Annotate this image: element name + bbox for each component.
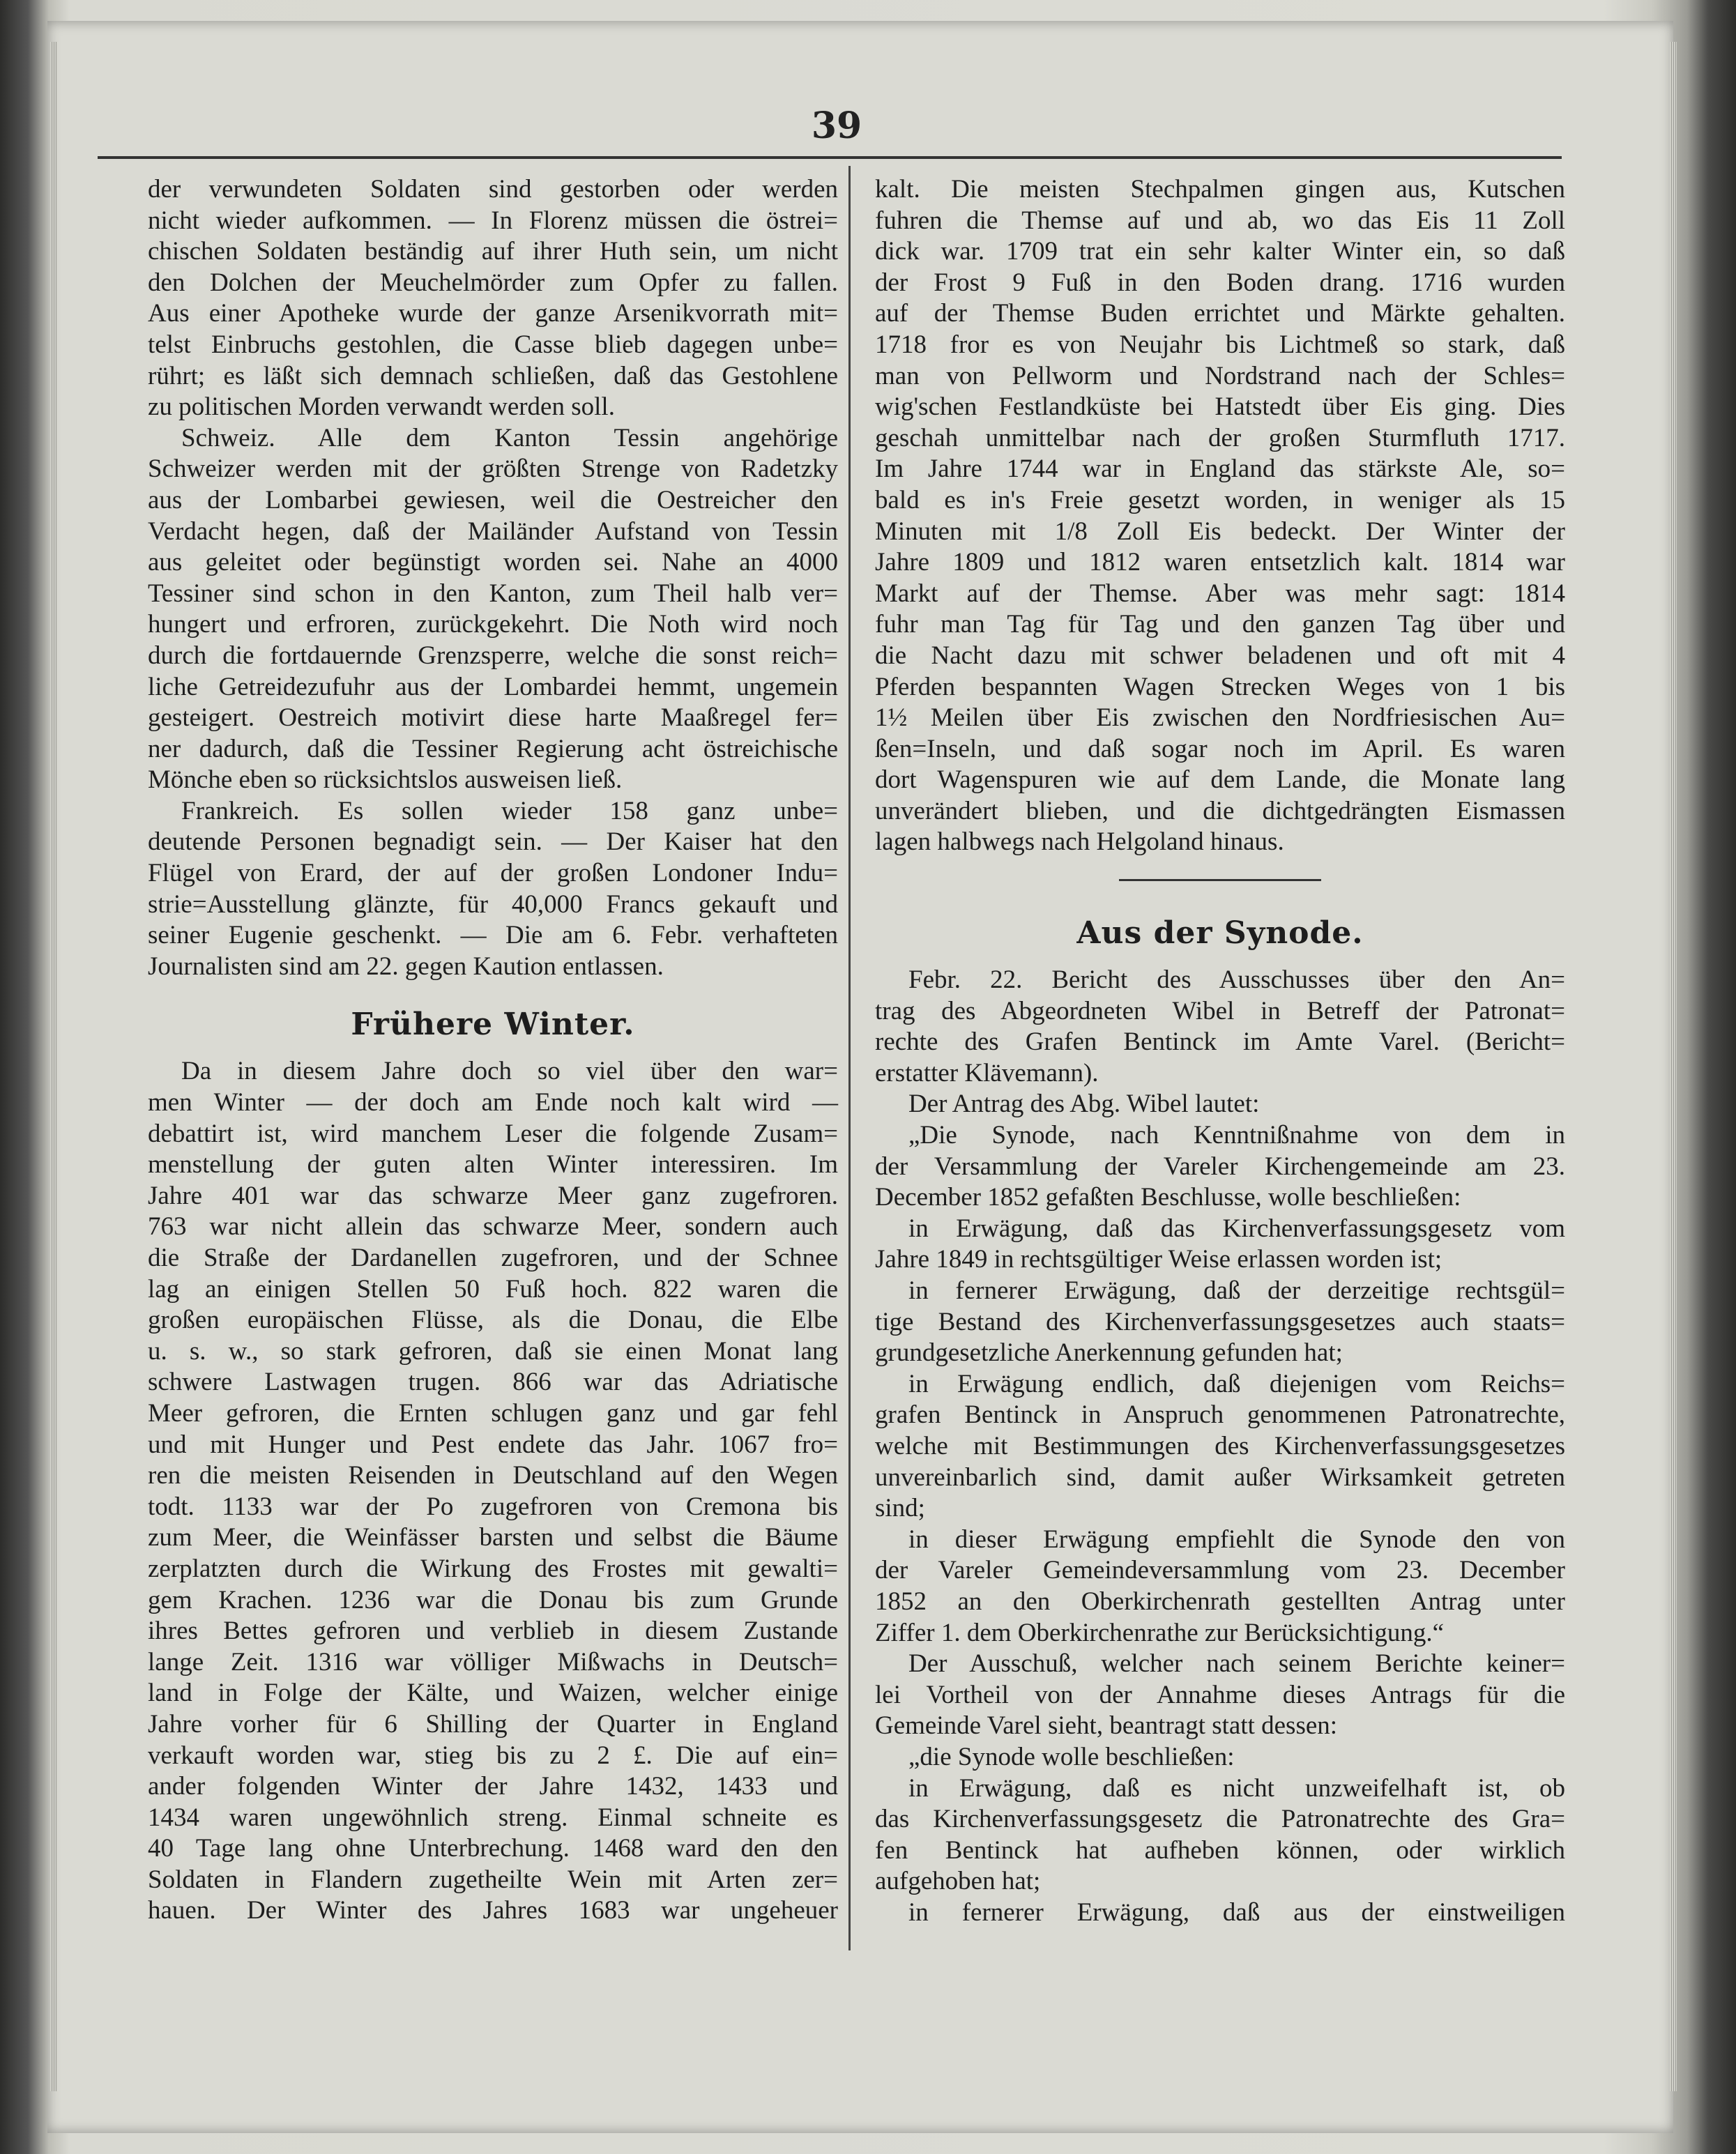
text-line: auf der Themse Buden errichtet und Märkte gehalten. (875, 299, 1565, 328)
text-line: ihres Bettes gefroren und verblieb in diesem Zustande (148, 1617, 838, 1646)
text-line: Verdacht hegen, daß der Mailänder Aufstand von Tessin (148, 517, 838, 546)
text-line: 1434 waren ungewöhnlich streng. Einmal schneite es (148, 1803, 838, 1832)
text-line: die Straße der Dardanellen zugefroren, und der Schnee (148, 1244, 838, 1272)
text-line: Im Jahre 1744 war in England das stärkste Ale, so= (875, 455, 1565, 484)
text-line: seiner Eugenie geschenkt. — Die am 6. Febr. verhafteten (148, 921, 838, 950)
text-line: hungert und erfroren, zurückgekehrt. Die Noth wird noch (148, 610, 838, 639)
synode-paragraph-antrag (875, 1089, 1565, 1649)
text-line: rührt; es läßt sich demnach schließen, daß das Gestohlene (148, 361, 838, 390)
text-line: dort Wagenspuren wie auf dem Lande, die Monate lang (875, 765, 1565, 795)
left-article-winter (148, 1056, 838, 1927)
text-line: kalt. Die meisten Stechpalmen gingen aus, Kutschen (875, 175, 1565, 204)
text-line: und mit Hunger und Pest endete das Jahr. 1067 fro= (148, 1430, 838, 1459)
text-line: Da in diesem Jahre doch so viel über den war= (181, 1057, 838, 1086)
text-line: December 1852 gefaßten Beschlusse, wolle beschließen: (875, 1183, 1461, 1212)
text-line: lange Zeit. 1316 war völliger Mißwachs in Deutsch= (148, 1647, 838, 1676)
text-line: rechte des Grafen Bentinck im Amte Varel. (Bericht= (875, 1028, 1565, 1057)
text-line: tige Bestand des Kirchenverfassungsgesetzes auch staats= (875, 1307, 1565, 1336)
text-line: Gemeinde Varel sieht, beantragt statt dessen: (875, 1711, 1338, 1741)
page-number: 39 (811, 105, 862, 147)
text-line: lagen halbwegs nach Helgoland hinaus. (875, 827, 1284, 857)
text-line: in dieser Erwägung empfiehlt die Synode den von (908, 1525, 1565, 1554)
text-line: in Erwägung, daß es nicht unzweifelhaft ist, ob (908, 1773, 1565, 1803)
section-heading-aus-der-synode: Aus der Synode. (1076, 915, 1364, 952)
text-line: der verwundeten Soldaten sind gestorben oder werden (148, 175, 838, 204)
text-line: ßen=Inseln, und daß sogar noch im April. Es waren (875, 734, 1565, 763)
text-line: Jahre 1809 und 1812 waren entsetzlich kalt. 1814 war (875, 548, 1565, 577)
text-line: in fernerer Erwägung, daß aus der einstweiligen (908, 1897, 1565, 1927)
left-paragraph-frankreich (148, 796, 838, 983)
text-line: sind; (875, 1494, 925, 1523)
section-separator (1119, 879, 1321, 881)
text-line: durch die fortdauernde Grenzsperre, welche die sonst reich= (148, 641, 838, 670)
text-line: in Erwägung endlich, daß diejenigen vom Reichs= (908, 1369, 1565, 1398)
text-line: lag an einigen Stellen 50 Fuß hoch. 822 waren die (148, 1274, 838, 1304)
text-line: Der Ausschuß, welcher nach seinem Berichte keiner= (908, 1649, 1565, 1679)
text-line: wig'schen Festlandküste bei Hatstedt über Eis ging. Dies (875, 392, 1565, 422)
text-line: trag des Abgeordneten Wibel in Betreff der Patronat= (875, 996, 1565, 1025)
text-line: grafen Bentinck in Anspruch genommenen Patronatrechte, (875, 1400, 1565, 1430)
page-edge-right (1670, 42, 1677, 2091)
text-line: Meer gefroren, die Ernten schlugen ganz und gar fehl (148, 1398, 838, 1428)
text-line: „die Synode wolle beschließen: (908, 1742, 1235, 1771)
text-line: großen europäischen Flüsse, als die Donau, die Elbe (148, 1306, 838, 1335)
text-line: Jahre 401 war das schwarze Meer ganz zugefroren. (148, 1181, 838, 1210)
text-line: den Dolchen der Meuchelmörder zum Opfer zu fallen. (148, 268, 838, 297)
text-line: grundgesetzliche Anerkennung gefunden hat; (875, 1338, 1343, 1368)
text-line: Pferden bespannten Wagen Strecken Weges von 1 bis (875, 672, 1565, 701)
text-line: hauen. Der Winter des Jahres 1683 war ungeheuer (148, 1896, 838, 1925)
text-line: deutende Personen begnadigt sein. — Der Kaiser hat den (148, 827, 838, 857)
text-line: ren die meisten Reisenden in Deutschland auf den Wegen (148, 1461, 838, 1490)
text-line: die Nacht dazu mit schwer beladenen und oft mit 4 (875, 641, 1565, 670)
text-line: 1852 an den Oberkirchenrath gestellten Antrag unter (875, 1587, 1565, 1616)
text-line: das Kirchenverfassungsgesetz die Patronatrechte des Gra= (875, 1805, 1565, 1834)
text-line: Minuten mit 1/8 Zoll Eis bedeckt. Der Winter der (875, 517, 1565, 546)
right-article-winter-continued (875, 174, 1565, 858)
section-heading-fruehere-winter: Frühere Winter. (351, 1007, 635, 1043)
text-line: Tessiner sind schon in den Kanton, zum Theil halb ver= (148, 579, 838, 608)
text-line: erstatter Klävemann). (875, 1058, 1099, 1087)
text-line: chischen Soldaten beständig auf ihrer Huth sein, um nicht (148, 237, 838, 266)
text-line: Ziffer 1. dem Oberkirchenrathe zur Berücksichtigung.“ (875, 1618, 1445, 1647)
left-column (148, 174, 838, 1927)
text-line: zum Meer, die Weinfässer barsten und selbst die Bäume (148, 1523, 838, 1552)
text-line: 763 war nicht allein das schwarze Meer, sondern auch (148, 1212, 838, 1242)
text-line: der Frost 9 Fuß in den Boden drang. 1716 wurden (875, 268, 1565, 297)
text-line: zu politischen Morden verwandt werden soll. (148, 392, 615, 422)
text-line: Aus einer Apotheke wurde der ganze Arsenikvorrath mit= (148, 299, 838, 328)
page-edge-left (50, 42, 57, 2091)
text-line: Der Antrag des Abg. Wibel lautet: (908, 1090, 1260, 1119)
text-line: fuhren die Themse auf und ab, wo das Eis 11 Zoll (875, 206, 1565, 235)
text-line: aus geleitet oder begünstigt worden sei. Nahe an 4000 (148, 548, 838, 577)
text-line: ander folgenden Winter der Jahre 1432, 1433 und (148, 1772, 838, 1801)
text-line: telst Einbruchs gestohlen, die Casse blieb dagegen unbe= (148, 330, 838, 359)
text-line: liche Getreidezufuhr aus der Lombardei hemmt, ungemein (148, 672, 838, 701)
text-line: gesteigert. Oestreich motivirt diese harte Maaßregel fer= (148, 703, 838, 733)
text-line: dick war. 1709 trat ein sehr kalter Winter ein, so daß (875, 237, 1565, 266)
text-line: unvereinbarlich sind, damit außer Wirksamkeit getreten (875, 1462, 1565, 1492)
text-line: Flügel von Erard, der auf der großen Londoner Indu= (148, 859, 838, 888)
synode-paragraph-1 (875, 965, 1565, 1089)
text-line: in Erwägung, daß das Kirchenverfassungsgesetz vom (908, 1214, 1565, 1243)
text-line: todt. 1133 war der Po zugefroren von Cremona bis (148, 1492, 838, 1521)
text-line: Frankreich. Es sollen wieder 158 ganz unbe= (181, 796, 838, 825)
text-line: zerplatzten durch die Wirkung des Frostes mit gewalti= (148, 1554, 838, 1583)
text-line: Soldaten in Flandern zugetheilte Wein mit Arten zer= (148, 1865, 838, 1894)
text-line: unverändert blieben, und die dichtgedrängten Eismassen (875, 796, 1565, 825)
text-line: debattirt ist, wird manchem Leser die folgende Zusam= (148, 1119, 838, 1148)
text-line: man von Pellworm und Nordstrand nach der Schles= (875, 361, 1565, 390)
text-line: Journalisten sind am 22. gegen Kaution entlassen. (148, 952, 664, 981)
text-line: geschah unmittelbar nach der großen Sturmfluth 1717. (875, 423, 1565, 452)
text-line: menstellung der guten alten Winter interessiren. Im (148, 1150, 838, 1179)
left-paragraph-1 (148, 174, 838, 423)
text-line: Markt auf der Themse. Aber was mehr sagt: 1814 (875, 579, 1565, 608)
text-line: Jahre 1849 in rechtsgültiger Weise erlassen worden ist; (875, 1245, 1442, 1274)
text-line: lei Vortheil von der Annahme dieses Antrags für die (875, 1680, 1565, 1709)
text-line: schwere Lastwagen trugen. 866 war das Adriatische (148, 1368, 838, 1397)
text-line: 1½ Meilen über Eis zwischen den Nordfriesischen Au= (875, 703, 1565, 733)
text-line: Schweiz. Alle dem Kanton Tessin angehörige (181, 423, 838, 452)
text-line: aufgehoben hat; (875, 1867, 1041, 1896)
text-line: 1718 fror es von Neujahr bis Lichtmeß so stark, daß (875, 330, 1565, 359)
column-divider (848, 166, 851, 1950)
text-line: verkauft worden war, stieg bis zu 2 £. Die auf ein= (148, 1741, 838, 1770)
text-line: fen Bentinck hat aufheben können, oder wirklich (875, 1835, 1565, 1865)
text-line: Schweizer werden mit der größten Strenge von Radetzky (148, 455, 838, 484)
text-line: der Vareler Gemeindeversammlung vom 23. December (875, 1556, 1565, 1585)
right-column (875, 174, 1565, 1928)
text-line: fuhr man Tag für Tag und den ganzen Tag über und (875, 610, 1565, 639)
text-line: Jahre vorher für 6 Shilling der Quarter in England (148, 1709, 838, 1739)
text-line: strie=Ausstellung glänzte, für 40,000 Francs gekauft und (148, 889, 838, 919)
text-line: 40 Tage lang ohne Unterbrechung. 1468 ward den den (148, 1834, 838, 1863)
text-line: men Winter — der doch am Ende noch kalt wird — (148, 1088, 838, 1117)
text-line: aus der Lombarbei gewiesen, weil die Oestreicher den (148, 485, 838, 514)
text-line: der Versammlung der Vareler Kirchengemeinde am 23. (875, 1152, 1565, 1181)
synode-paragraph-ausschuss (875, 1649, 1565, 1928)
text-line: in fernerer Erwägung, daß der derzeitige rechtsgül= (908, 1276, 1565, 1305)
left-paragraph-schweiz (148, 423, 838, 796)
text-line: nicht wieder aufkommen. — In Florenz müssen die östrei= (148, 206, 838, 235)
text-line: u. s. w., so stark gefroren, daß sie einen Monat lang (148, 1336, 838, 1366)
header-rule (98, 156, 1562, 159)
text-line: welche mit Bestimmungen des Kirchenverfassungsgesetzes (875, 1431, 1565, 1460)
text-line: ner dadurch, daß die Tessiner Regierung acht östreichische (148, 734, 838, 763)
text-line: Febr. 22. Bericht des Ausschusses über den An= (908, 965, 1565, 995)
text-line: „Die Synode, nach Kenntnißnahme von dem in (908, 1121, 1565, 1150)
text-line: land in Folge der Kälte, und Waizen, welcher einige (148, 1679, 838, 1708)
text-line: Mönche eben so rücksichtslos ausweisen ließ. (148, 765, 623, 795)
text-line: gem Krachen. 1236 war die Donau bis zum Grunde (148, 1585, 838, 1614)
text-line: bald es in's Freie gesetzt worden, in weniger als 15 (875, 485, 1565, 514)
